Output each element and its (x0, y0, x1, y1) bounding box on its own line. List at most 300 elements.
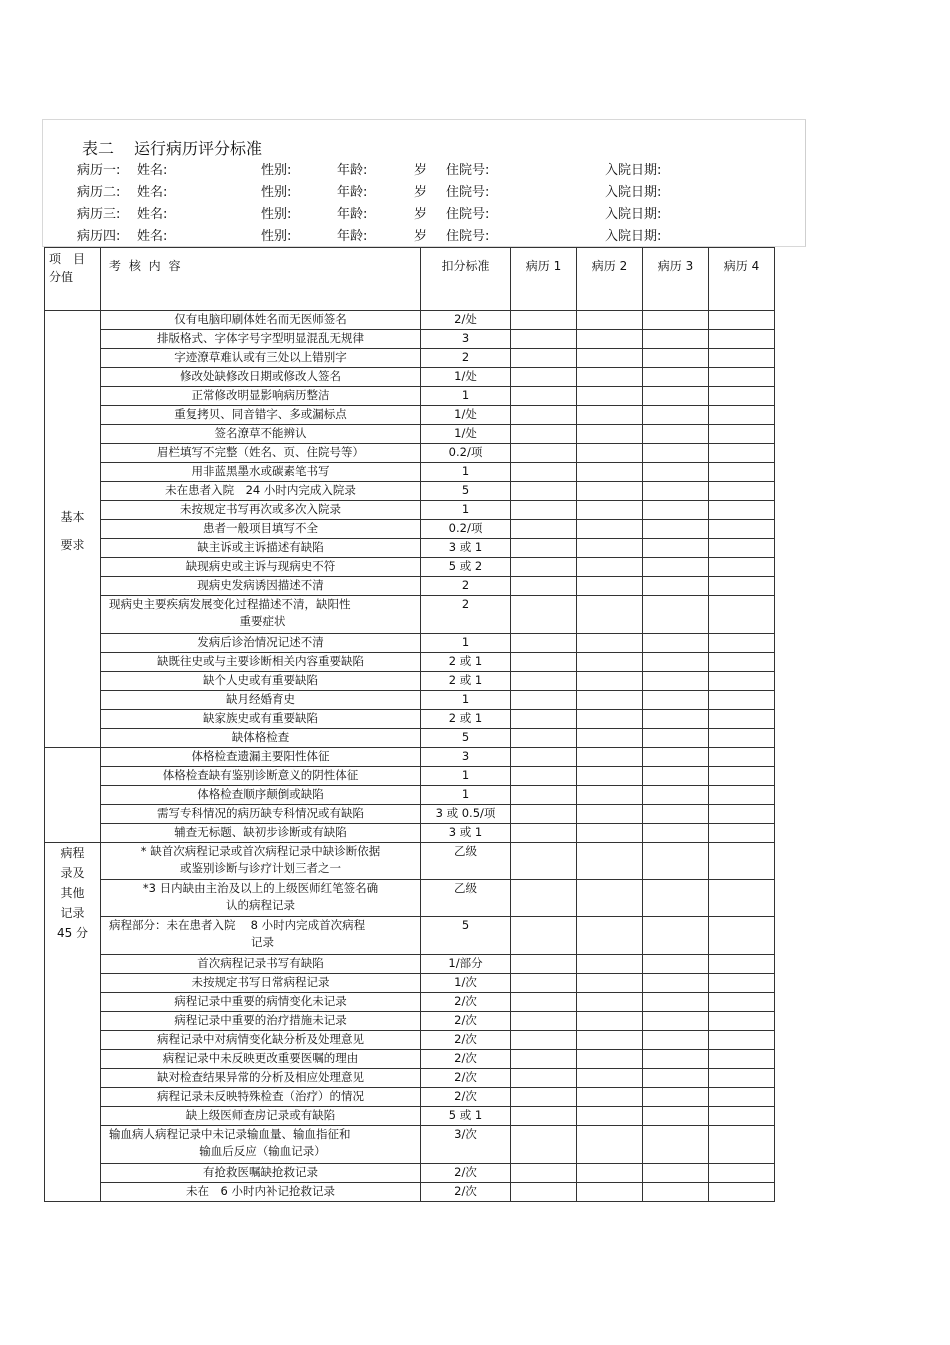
criteria-cell (101, 1183, 421, 1202)
case-4-score-cell[interactable] (709, 710, 775, 729)
deduction-cell: 3 (421, 330, 511, 349)
table-row (45, 406, 775, 425)
case-4-score-cell[interactable] (709, 1050, 775, 1069)
info-sex: 性别: (261, 207, 292, 222)
case-4-score-cell[interactable] (709, 917, 775, 955)
case-3-score-cell[interactable] (643, 805, 709, 824)
criteria-text: 病程记录中对病情变化缺分析及处理意见 (157, 1032, 364, 1046)
info-sex: 性别: (261, 163, 292, 178)
case-1-score-cell[interactable] (511, 993, 577, 1012)
case-3-score-cell[interactable] (643, 1012, 709, 1031)
criteria-cell (101, 368, 421, 387)
info-unit: 岁 (414, 185, 428, 200)
criteria-cell (101, 805, 421, 824)
category-label-line: 要求 (60, 538, 85, 552)
case-4-score-cell[interactable] (709, 539, 775, 558)
case-1-score-cell[interactable] (511, 917, 577, 955)
case-2-score-cell[interactable] (577, 311, 643, 330)
case-2-score-cell[interactable] (577, 482, 643, 501)
criteria-text: 发病后诊治情况记述不清 (197, 635, 324, 649)
criteria-cell (101, 710, 421, 729)
case-4-score-cell[interactable] (709, 1107, 775, 1126)
case-1-score-cell[interactable] (511, 1088, 577, 1107)
case-4-score-cell[interactable] (709, 767, 775, 786)
criteria-cell (101, 406, 421, 425)
case-2-score-cell[interactable] (577, 805, 643, 824)
case-4-score-cell[interactable] (709, 1088, 775, 1107)
case-4-score-cell[interactable] (709, 786, 775, 805)
patient-info-row (77, 225, 777, 245)
case-2-score-cell[interactable] (577, 1088, 643, 1107)
criteria-text: 体格检查遗漏主要阳性体征 (191, 749, 330, 763)
case-3-score-cell[interactable] (643, 672, 709, 691)
case-2-score-cell[interactable] (577, 501, 643, 520)
case-1-score-cell[interactable] (511, 1050, 577, 1069)
case-2-score-cell[interactable] (577, 974, 643, 993)
case-2-score-cell[interactable] (577, 767, 643, 786)
case-4-score-cell[interactable] (709, 463, 775, 482)
deduction-cell: 2/次 (421, 1069, 511, 1088)
criteria-text: 病程部分：未在患者入院 8 小时内完成首次病程 (109, 918, 366, 932)
case-3-score-cell[interactable] (643, 634, 709, 653)
case-3-score-cell[interactable] (643, 880, 709, 917)
deduction-cell: 3 (421, 748, 511, 767)
case-2-score-cell[interactable] (577, 1069, 643, 1088)
case-1-score-cell[interactable] (511, 1031, 577, 1050)
case-4-score-cell[interactable] (709, 805, 775, 824)
criteria-cell (101, 482, 421, 501)
deduction-cell: 1/次 (421, 974, 511, 993)
criteria-cell (101, 729, 421, 748)
case-4-score-cell[interactable] (709, 672, 775, 691)
case-4-score-cell[interactable] (709, 880, 775, 917)
deduction-cell: 1 (421, 691, 511, 710)
case-3-score-cell[interactable] (643, 406, 709, 425)
deduction-cell: 2 或 1 (421, 653, 511, 672)
case-1-score-cell[interactable] (511, 368, 577, 387)
case-4-score-cell[interactable] (709, 501, 775, 520)
case-2-score-cell[interactable] (577, 1050, 643, 1069)
criteria-cell (101, 387, 421, 406)
criteria-text-continued: 重要症状 (239, 614, 286, 628)
case-3-score-cell[interactable] (643, 767, 709, 786)
criteria-cell (101, 1126, 421, 1164)
case-1-score-cell[interactable] (511, 539, 577, 558)
case-1-score-cell[interactable] (511, 425, 577, 444)
case-1-score-cell[interactable] (511, 1183, 577, 1202)
case-1-score-cell[interactable] (511, 330, 577, 349)
case-3-score-cell[interactable] (643, 748, 709, 767)
criteria-text: 缺主诉或主诉描述有缺陷 (197, 540, 324, 554)
criteria-text: 缺个人史或有重要缺陷 (203, 673, 318, 687)
case-3-score-cell[interactable] (643, 1164, 709, 1183)
case-3-score-cell[interactable] (643, 917, 709, 955)
criteria-cell (101, 425, 421, 444)
table-row (45, 520, 775, 539)
criteria-cell (101, 1012, 421, 1031)
table-row (45, 955, 775, 974)
criteria-text: 病程记录中重要的病情变化未记录 (174, 994, 347, 1008)
case-2-score-cell[interactable] (577, 1183, 643, 1202)
deduction-cell: 乙级 (421, 843, 511, 880)
table-row (45, 786, 775, 805)
case-3-score-cell[interactable] (643, 444, 709, 463)
case-1-score-cell[interactable] (511, 880, 577, 917)
deduction-cell: 2/次 (421, 1012, 511, 1031)
case-3-score-cell[interactable] (643, 558, 709, 577)
case-2-score-cell[interactable] (577, 1107, 643, 1126)
case-2-score-cell[interactable] (577, 577, 643, 596)
case-4-score-cell[interactable] (709, 1164, 775, 1183)
case-2-score-cell[interactable] (577, 843, 643, 880)
criteria-text: 字迹潦草难认或有三处以上错别字 (174, 350, 347, 364)
deduction-cell: 1 (421, 767, 511, 786)
table-row (45, 1183, 775, 1202)
case-4-score-cell[interactable] (709, 349, 775, 368)
criteria-cell (101, 1164, 421, 1183)
case-4-score-cell[interactable] (709, 748, 775, 767)
criteria-cell (101, 691, 421, 710)
header-case-1: 病历 1 (511, 248, 577, 311)
criteria-cell (101, 786, 421, 805)
case-3-score-cell[interactable] (643, 1069, 709, 1088)
case-3-score-cell[interactable] (643, 425, 709, 444)
case-3-score-cell[interactable] (643, 843, 709, 880)
case-1-score-cell[interactable] (511, 520, 577, 539)
case-2-score-cell[interactable] (577, 748, 643, 767)
case-3-score-cell[interactable] (643, 387, 709, 406)
criteria-cell (101, 672, 421, 691)
case-4-score-cell[interactable] (709, 824, 775, 843)
case-4-score-cell[interactable] (709, 1126, 775, 1164)
info-record: 病历二: (77, 185, 121, 200)
case-2-score-cell[interactable] (577, 558, 643, 577)
table-row (45, 1164, 775, 1183)
case-1-score-cell[interactable] (511, 691, 577, 710)
criteria-text-continued: 输血后反应（输血记录） (199, 1144, 326, 1158)
criteria-cell (101, 974, 421, 993)
case-1-score-cell[interactable] (511, 482, 577, 501)
case-1-score-cell[interactable] (511, 786, 577, 805)
info-age: 年龄: (337, 207, 368, 222)
case-2-score-cell[interactable] (577, 368, 643, 387)
case-3-score-cell[interactable] (643, 330, 709, 349)
case-1-score-cell[interactable] (511, 634, 577, 653)
case-4-score-cell[interactable] (709, 955, 775, 974)
criteria-text: 未在患者入院 24 小时内完成入院录 (165, 483, 356, 497)
category-label-line: 病程 (60, 846, 85, 860)
case-2-score-cell[interactable] (577, 786, 643, 805)
criteria-text: 缺现病史或主诉与现病史不符 (185, 559, 336, 573)
info-date: 入院日期: (605, 229, 662, 244)
table-header-row (45, 248, 775, 311)
case-3-score-cell[interactable] (643, 786, 709, 805)
criteria-text: 有抢救医嘱缺抢救记录 (203, 1165, 318, 1179)
case-2-score-cell[interactable] (577, 387, 643, 406)
header-deduction: 扣分标准 (421, 248, 511, 311)
patient-info-row (77, 159, 777, 179)
case-3-score-cell[interactable] (643, 1126, 709, 1164)
case-2-score-cell[interactable] (577, 444, 643, 463)
case-3-score-cell[interactable] (643, 1183, 709, 1202)
case-4-score-cell[interactable] (709, 843, 775, 880)
criteria-cell (101, 558, 421, 577)
case-2-score-cell[interactable] (577, 1031, 643, 1050)
deduction-cell: 1 (421, 634, 511, 653)
case-1-score-cell[interactable] (511, 824, 577, 843)
table-row (45, 349, 775, 368)
table-row (45, 1107, 775, 1126)
case-2-score-cell[interactable] (577, 1164, 643, 1183)
case-2-score-cell[interactable] (577, 917, 643, 955)
case-2-score-cell[interactable] (577, 425, 643, 444)
criteria-text: 缺家族史或有重要缺陷 (203, 711, 318, 725)
criteria-cell (101, 1031, 421, 1050)
criteria-cell (101, 349, 421, 368)
case-4-score-cell[interactable] (709, 974, 775, 993)
criteria-text: * 缺首次病程记录或首次病程记录中缺诊断依据 (140, 844, 381, 858)
case-1-score-cell[interactable] (511, 955, 577, 974)
case-1-score-cell[interactable] (511, 387, 577, 406)
case-1-score-cell[interactable] (511, 463, 577, 482)
case-4-score-cell[interactable] (709, 653, 775, 672)
case-2-score-cell[interactable] (577, 1126, 643, 1164)
case-2-score-cell[interactable] (577, 406, 643, 425)
category-label (45, 843, 100, 943)
criteria-text: 缺对检查结果异常的分析及相应处理意见 (157, 1070, 364, 1084)
case-2-score-cell[interactable] (577, 539, 643, 558)
case-4-score-cell[interactable] (709, 520, 775, 539)
case-1-score-cell[interactable] (511, 1107, 577, 1126)
case-1-score-cell[interactable] (511, 577, 577, 596)
table-row (45, 501, 775, 520)
criteria-cell (101, 993, 421, 1012)
deduction-cell: 2 (421, 349, 511, 368)
case-1-score-cell[interactable] (511, 1012, 577, 1031)
case-1-score-cell[interactable] (511, 444, 577, 463)
criteria-text: 需写专科情况的病历缺专科情况或有缺陷 (157, 806, 364, 820)
case-3-score-cell[interactable] (643, 974, 709, 993)
case-4-score-cell[interactable] (709, 634, 775, 653)
case-4-score-cell[interactable] (709, 691, 775, 710)
case-4-score-cell[interactable] (709, 729, 775, 748)
info-date: 入院日期: (605, 185, 662, 200)
case-1-score-cell[interactable] (511, 501, 577, 520)
deduction-cell: 2/次 (421, 1183, 511, 1202)
case-4-score-cell[interactable] (709, 1031, 775, 1050)
criteria-cell (101, 463, 421, 482)
case-2-score-cell[interactable] (577, 653, 643, 672)
case-2-score-cell[interactable] (577, 691, 643, 710)
case-2-score-cell[interactable] (577, 824, 643, 843)
deduction-cell: 2/处 (421, 311, 511, 330)
header-item-label: 项 目 (49, 252, 86, 266)
table-row (45, 368, 775, 387)
case-2-score-cell[interactable] (577, 463, 643, 482)
case-2-score-cell[interactable] (577, 1012, 643, 1031)
page-title (82, 136, 262, 159)
case-4-score-cell[interactable] (709, 1069, 775, 1088)
deduction-cell: 5 或 2 (421, 558, 511, 577)
info-unit: 岁 (414, 207, 428, 222)
table-row (45, 634, 775, 653)
criteria-cell (101, 330, 421, 349)
criteria-cell (101, 634, 421, 653)
case-3-score-cell[interactable] (643, 596, 709, 634)
deduction-cell: 3 或 1 (421, 824, 511, 843)
case-2-score-cell[interactable] (577, 729, 643, 748)
case-2-score-cell[interactable] (577, 955, 643, 974)
case-4-score-cell[interactable] (709, 577, 775, 596)
case-2-score-cell[interactable] (577, 596, 643, 634)
case-1-score-cell[interactable] (511, 1126, 577, 1164)
deduction-cell: 0.2/项 (421, 520, 511, 539)
table-row (45, 311, 775, 330)
criteria-text: 病程记录未反映特殊检查（治疗）的情况 (157, 1089, 364, 1103)
category-label-line: 记录 (60, 906, 85, 920)
case-2-score-cell[interactable] (577, 993, 643, 1012)
case-2-score-cell[interactable] (577, 349, 643, 368)
case-3-score-cell[interactable] (643, 993, 709, 1012)
case-1-score-cell[interactable] (511, 672, 577, 691)
case-4-score-cell[interactable] (709, 444, 775, 463)
info-name: 姓名: (137, 207, 168, 222)
criteria-cell (101, 653, 421, 672)
case-1-score-cell[interactable] (511, 558, 577, 577)
criteria-text: 现病史发病诱因描述不清 (197, 578, 324, 592)
case-4-score-cell[interactable] (709, 311, 775, 330)
case-4-score-cell[interactable] (709, 596, 775, 634)
scoring-table (44, 247, 775, 1202)
case-3-score-cell[interactable] (643, 691, 709, 710)
case-4-score-cell[interactable] (709, 1183, 775, 1202)
case-3-score-cell[interactable] (643, 729, 709, 748)
deduction-cell: 3 或 1 (421, 539, 511, 558)
case-2-score-cell[interactable] (577, 520, 643, 539)
case-4-score-cell[interactable] (709, 558, 775, 577)
criteria-text: 患者一般项目填写不全 (203, 521, 318, 535)
case-3-score-cell[interactable] (643, 955, 709, 974)
case-1-score-cell[interactable] (511, 596, 577, 634)
case-3-score-cell[interactable] (643, 539, 709, 558)
header-content: 考 核 内 容 (101, 248, 421, 311)
case-1-score-cell[interactable] (511, 843, 577, 880)
info-name: 姓名: (137, 163, 168, 178)
info-unit: 岁 (414, 163, 428, 178)
criteria-text: 缺既往史或与主要诊断相关内容重要缺陷 (157, 654, 364, 668)
criteria-cell (101, 577, 421, 596)
case-3-score-cell[interactable] (643, 368, 709, 387)
case-1-score-cell[interactable] (511, 406, 577, 425)
case-3-score-cell[interactable] (643, 520, 709, 539)
criteria-cell (101, 1107, 421, 1126)
criteria-cell (101, 1088, 421, 1107)
criteria-cell (101, 880, 421, 917)
deduction-cell: 1/部分 (421, 955, 511, 974)
case-2-score-cell[interactable] (577, 710, 643, 729)
case-3-score-cell[interactable] (643, 1088, 709, 1107)
case-4-score-cell[interactable] (709, 406, 775, 425)
table-row (45, 539, 775, 558)
case-4-score-cell[interactable] (709, 1012, 775, 1031)
case-3-score-cell[interactable] (643, 1050, 709, 1069)
table-row (45, 993, 775, 1012)
criteria-text: 缺体格检查 (231, 730, 290, 744)
deduction-cell: 5 (421, 729, 511, 748)
info-sex: 性别: (261, 185, 292, 200)
case-4-score-cell[interactable] (709, 993, 775, 1012)
case-3-score-cell[interactable] (643, 653, 709, 672)
case-1-score-cell[interactable] (511, 710, 577, 729)
case-4-score-cell[interactable] (709, 425, 775, 444)
table-row (45, 425, 775, 444)
case-3-score-cell[interactable] (643, 1031, 709, 1050)
case-1-score-cell[interactable] (511, 1164, 577, 1183)
case-3-score-cell[interactable] (643, 463, 709, 482)
criteria-cell (101, 1050, 421, 1069)
header-score-label: 分值 (49, 270, 74, 284)
info-admission-no: 住院号: (446, 163, 490, 178)
info-date: 入院日期: (605, 163, 662, 178)
criteria-text: *3 日内缺由主治及以上的上级医师红笔签名确 (142, 881, 379, 895)
criteria-text: 辅查无标题、缺初步诊断或有缺陷 (174, 825, 347, 839)
case-4-score-cell[interactable] (709, 368, 775, 387)
case-1-score-cell[interactable] (511, 767, 577, 786)
case-4-score-cell[interactable] (709, 330, 775, 349)
case-1-score-cell[interactable] (511, 748, 577, 767)
table-row (45, 463, 775, 482)
deduction-cell: 5 (421, 917, 511, 955)
case-1-score-cell[interactable] (511, 653, 577, 672)
case-1-score-cell[interactable] (511, 974, 577, 993)
table-row (45, 843, 775, 880)
criteria-text: 体格检查缺有鉴别诊断意义的阴性体征 (162, 768, 359, 782)
case-3-score-cell[interactable] (643, 577, 709, 596)
case-2-score-cell[interactable] (577, 880, 643, 917)
deduction-cell: 2/次 (421, 1164, 511, 1183)
case-3-score-cell[interactable] (643, 501, 709, 520)
case-2-score-cell[interactable] (577, 634, 643, 653)
case-1-score-cell[interactable] (511, 729, 577, 748)
case-1-score-cell[interactable] (511, 1069, 577, 1088)
info-admission-no: 住院号: (446, 207, 490, 222)
criteria-cell (101, 501, 421, 520)
criteria-text: 输血病人病程记录中未记录输血量、输血指征和 (109, 1127, 351, 1141)
case-4-score-cell[interactable] (709, 482, 775, 501)
case-4-score-cell[interactable] (709, 387, 775, 406)
criteria-text: 正常修改明显影响病历整洁 (191, 388, 330, 402)
case-1-score-cell[interactable] (511, 349, 577, 368)
deduction-cell: 2/次 (421, 1031, 511, 1050)
case-2-score-cell[interactable] (577, 672, 643, 691)
case-1-score-cell[interactable] (511, 311, 577, 330)
case-3-score-cell[interactable] (643, 349, 709, 368)
criteria-cell (101, 520, 421, 539)
deduction-cell: 2/次 (421, 1088, 511, 1107)
criteria-cell (101, 917, 421, 955)
category-label (45, 311, 100, 555)
case-3-score-cell[interactable] (643, 824, 709, 843)
case-3-score-cell[interactable] (643, 1107, 709, 1126)
case-3-score-cell[interactable] (643, 710, 709, 729)
criteria-text: 修改处缺修改日期或修改人签名 (180, 369, 341, 383)
table-row (45, 824, 775, 843)
case-1-score-cell[interactable] (511, 805, 577, 824)
case-3-score-cell[interactable] (643, 311, 709, 330)
info-date: 入院日期: (605, 207, 662, 222)
case-3-score-cell[interactable] (643, 482, 709, 501)
case-2-score-cell[interactable] (577, 330, 643, 349)
